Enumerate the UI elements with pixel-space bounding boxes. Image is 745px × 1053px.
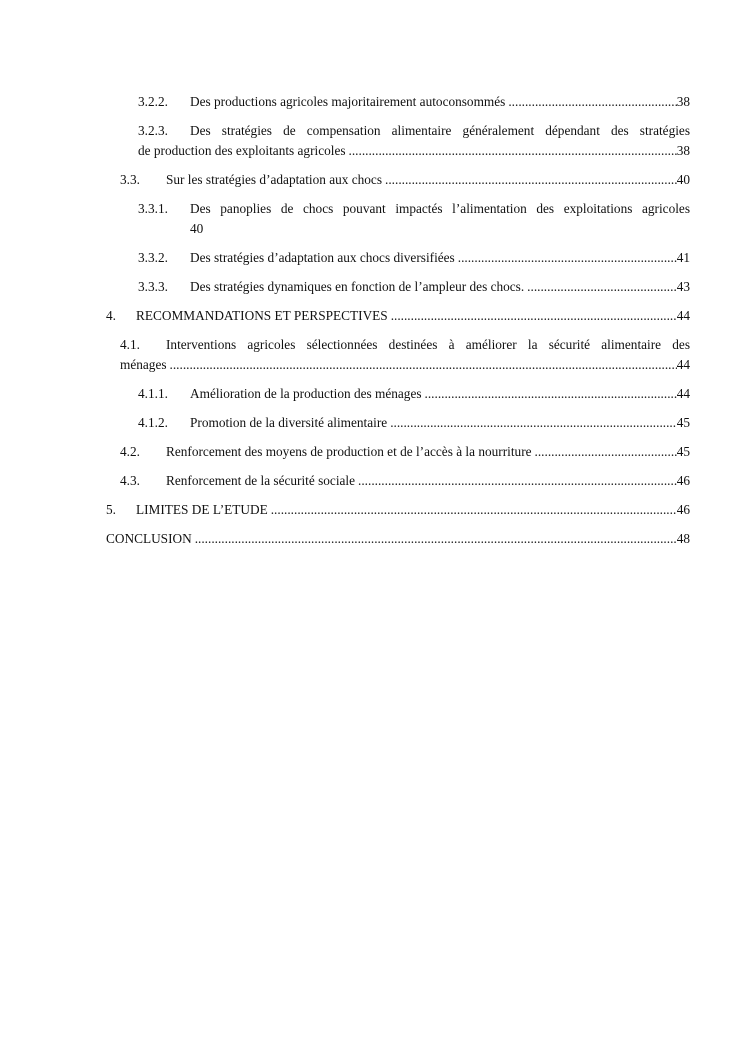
toc-number: 3.2.3.	[138, 123, 168, 138]
toc-number: 4.2.	[120, 444, 140, 459]
toc-page-number: 44	[676, 357, 690, 372]
toc-leader-dots	[391, 306, 677, 326]
toc-title: RECOMMANDATIONS ET PERSPECTIVES	[136, 308, 388, 323]
toc-title: Renforcement des moyens de production et de l’accès à la nourriture	[166, 444, 532, 459]
toc-title: Des panoplies de chocs pouvant impactés l’alimentation des exploitations agricoles	[190, 201, 690, 216]
toc-number: 4.	[106, 308, 116, 323]
toc-leader-dots	[527, 277, 677, 297]
toc-entry-3-2-3[interactable]	[106, 121, 690, 161]
toc-entry-3-3-2[interactable]	[106, 248, 690, 268]
toc-entry-4[interactable]	[106, 306, 690, 326]
toc-title: Des stratégies d’adaptation aux chocs diversifiées	[190, 250, 455, 265]
toc-entry-3-3-1[interactable]	[106, 199, 690, 239]
toc-leader-dots	[170, 355, 677, 375]
toc-leader-dots	[349, 141, 677, 161]
toc-leader-dots	[271, 500, 677, 520]
table-of-contents	[106, 92, 690, 558]
toc-title: Interventions agricoles sélectionnées destinées à améliorer la sécurité alimentaire des	[166, 337, 690, 352]
toc-leader-dots	[385, 170, 677, 190]
toc-page-number: 45	[676, 444, 690, 459]
toc-title: Sur les stratégies d’adaptation aux chocs	[166, 172, 383, 187]
toc-entry-4-3[interactable]	[106, 471, 690, 491]
toc-entry-3-3[interactable]	[106, 170, 690, 190]
toc-page-number: 46	[676, 473, 690, 488]
toc-leader-dots	[508, 92, 676, 112]
toc-entry-4-2[interactable]	[106, 442, 690, 462]
toc-page-number: 44	[676, 308, 690, 323]
toc-leader-dots	[535, 442, 677, 462]
toc-entry-4-1-1[interactable]	[106, 384, 690, 404]
toc-number: 3.3.	[120, 172, 140, 187]
toc-number: 5.	[106, 502, 116, 517]
toc-page-number: 43	[676, 279, 690, 294]
toc-number: 3.3.2.	[138, 250, 168, 265]
toc-page-number: 38	[676, 143, 690, 158]
toc-title: Des stratégies dynamiques en fonction de l’ampleur des chocs.	[190, 279, 525, 294]
toc-number: 4.1.	[120, 337, 140, 352]
toc-page-number: 48	[676, 531, 690, 546]
toc-title: Des stratégies de compensation alimentaire généralement dépendant des stratégies	[190, 123, 690, 138]
toc-leader-dots	[458, 248, 677, 268]
toc-entry-4-1-2[interactable]	[106, 413, 690, 433]
toc-page-number: 45	[676, 415, 690, 430]
toc-title-continued: de production des exploitants agricoles	[138, 143, 346, 158]
toc-title: Promotion de la diversité alimentaire	[190, 415, 388, 430]
toc-entry-conclusion[interactable]	[106, 529, 690, 549]
toc-title: LIMITES DE L’ETUDE	[136, 502, 268, 517]
toc-page-number: 40	[190, 221, 204, 236]
toc-entry-5[interactable]	[106, 500, 690, 520]
toc-entry-3-3-3[interactable]	[106, 277, 690, 297]
toc-title-continued: ménages	[120, 357, 167, 372]
toc-title: Renforcement de la sécurité sociale	[166, 473, 356, 488]
toc-leader-dots	[195, 529, 677, 549]
toc-leader-dots	[425, 384, 677, 404]
toc-number: 3.3.3.	[138, 279, 168, 294]
toc-number: 3.3.1.	[138, 201, 168, 216]
toc-number: 4.3.	[120, 473, 140, 488]
toc-title: CONCLUSION	[106, 531, 192, 546]
toc-page-number: 41	[676, 250, 690, 265]
toc-title: Des productions agricoles majoritairement autoconsommés	[190, 94, 506, 109]
toc-page-number: 46	[676, 502, 690, 517]
toc-number: 4.1.2.	[138, 415, 168, 430]
toc-number: 4.1.1.	[138, 386, 168, 401]
toc-leader-dots	[390, 413, 677, 433]
toc-title: Amélioration de la production des ménages	[190, 386, 422, 401]
toc-page-number: 38	[676, 94, 690, 109]
toc-entry-3-2-2[interactable]	[106, 92, 690, 112]
toc-leader-dots	[358, 471, 677, 491]
toc-page-number: 40	[676, 172, 690, 187]
toc-number: 3.2.2.	[138, 94, 168, 109]
toc-page-number: 44	[676, 386, 690, 401]
toc-entry-4-1[interactable]	[106, 335, 690, 375]
